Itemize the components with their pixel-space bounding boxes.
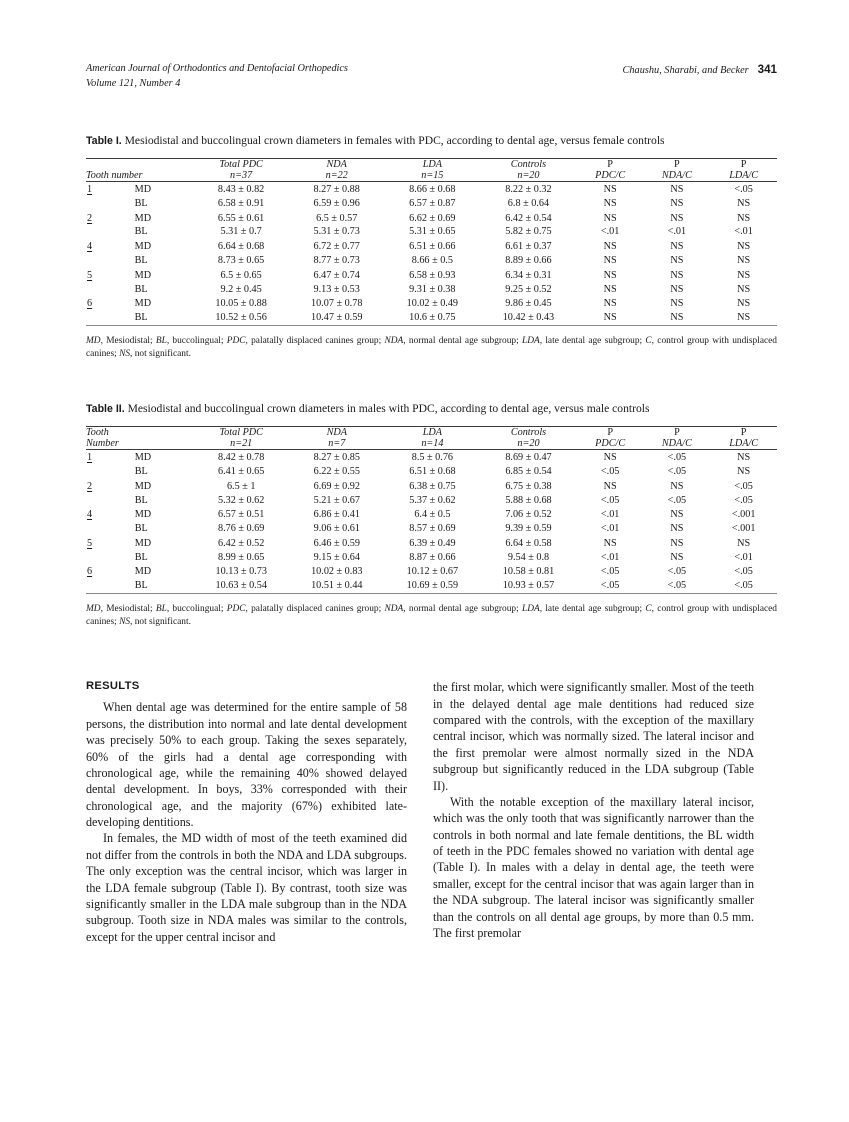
cell-total-pdc: 8.99 ± 0.65 bbox=[218, 551, 265, 563]
tooth-number-value: 2 bbox=[87, 480, 93, 492]
cell-controls: 6.75 ± 0.38 bbox=[505, 480, 552, 492]
table-2-th-p-pdc-c: P PDC/C bbox=[595, 426, 626, 449]
table-1-th-controls: Controls n=20 bbox=[510, 158, 547, 181]
cell-tooth-number bbox=[86, 478, 135, 493]
cell-total-pdc: 6.5 ± 1 bbox=[226, 480, 256, 492]
cell-tooth-number bbox=[86, 181, 135, 196]
cell-nda: 8.77 ± 0.73 bbox=[313, 255, 360, 267]
cell-p-pdc-c: NS bbox=[603, 537, 617, 549]
cell-p-pdc-c: NS bbox=[603, 255, 617, 267]
cell-p-nda-c: NS bbox=[670, 184, 684, 196]
running-head bbox=[86, 62, 777, 91]
cell-controls: 10.58 ± 0.81 bbox=[502, 566, 555, 578]
cell-p-lda-c: NS bbox=[737, 312, 751, 324]
cell-nda: 10.07 ± 0.78 bbox=[310, 298, 363, 310]
results-paragraph: When dental age was determined for the entire sample of 58 persons, the distribution into normal and late dental development was precisely 50% to each group. Taking the sexes separately, 60% of the girls had a dental age corresponding with chronological age, while the remaining 40% showed delayed dental development. In boys, 33% corresponded with their chronological age, and the majority (67%) exhibited late-developing dentitions. bbox=[86, 700, 407, 830]
cell-dimension: MD bbox=[134, 212, 152, 224]
cell-tooth-number bbox=[86, 507, 135, 522]
table-2-th-tooth-l2: Number bbox=[86, 437, 119, 449]
cell-p-lda-c: NS bbox=[737, 269, 751, 281]
body-columns bbox=[86, 679, 777, 945]
cell-p-nda-c: <.05 bbox=[667, 580, 687, 592]
cell-p-lda-c: NS bbox=[737, 212, 751, 224]
running-head-right bbox=[623, 62, 777, 79]
cell-lda: 5.31 ± 0.65 bbox=[409, 226, 456, 238]
journal-title: American Journal of Orthodontics and Dentofacial Orthopedics bbox=[86, 63, 348, 74]
cell-p-pdc-c: NS bbox=[603, 298, 617, 310]
tooth-number-value: 2 bbox=[87, 212, 93, 224]
cell-total-pdc: 10.52 ± 0.56 bbox=[215, 312, 267, 324]
table-1-th-tooth-l1: Tooth number bbox=[86, 169, 143, 181]
cell-p-nda-c: NS bbox=[670, 283, 684, 295]
table-1 bbox=[86, 158, 777, 328]
cell-controls: 9.25 ± 0.52 bbox=[505, 283, 552, 295]
cell-controls: 6.61 ± 0.37 bbox=[505, 241, 552, 253]
cell-p-nda-c: NS bbox=[670, 255, 684, 267]
cell-total-pdc: 8.43 ± 0.82 bbox=[217, 184, 265, 196]
cell-p-pdc-c: NS bbox=[603, 184, 617, 196]
table-2-caption bbox=[86, 401, 777, 417]
table-1-th-nda: NDA n=22 bbox=[325, 158, 348, 181]
cell-nda: 8.27 ± 0.85 bbox=[313, 452, 360, 464]
table-row bbox=[86, 210, 777, 225]
cell-controls: 9.86 ± 0.45 bbox=[505, 298, 552, 310]
table-row bbox=[86, 478, 777, 493]
cell-p-nda-c: <.01 bbox=[667, 226, 687, 238]
cell-lda: 9.31 ± 0.38 bbox=[409, 283, 456, 295]
cell-total-pdc: 6.58 ± 0.91 bbox=[217, 197, 265, 209]
table-2-th-lda: LDA n=14 bbox=[421, 426, 444, 449]
table-2-th-p-lda-c: P LDA/C bbox=[729, 426, 759, 449]
cell-lda: 6.57 ± 0.87 bbox=[409, 197, 456, 209]
cell-controls: 8.22 ± 0.32 bbox=[505, 184, 552, 196]
cell-p-lda-c: <.05 bbox=[734, 494, 753, 506]
cell-p-pdc-c: NS bbox=[603, 452, 617, 464]
cell-dimension: BL bbox=[134, 551, 148, 563]
cell-p-lda-c: <.05 bbox=[734, 580, 753, 592]
table-1-block bbox=[86, 133, 777, 361]
cell-dimension: MD bbox=[134, 241, 152, 253]
results-heading: RESULTS bbox=[86, 680, 140, 693]
results-paragraph: the first molar, which were significantly smaller. Most of the teeth in the delayed dental age male dentitions had reduced size compared with the controls, with the exception of the maxillary central incisor, which was normally sized. The lateral incisor and the first premolar were almost normally sized in the NDA subgroup but significantly reduced in the LDA subgroup (Table II). bbox=[433, 680, 754, 793]
table-row bbox=[86, 465, 777, 479]
cell-p-lda-c: <.01 bbox=[734, 551, 753, 563]
table-2-th-nda: NDA n=7 bbox=[326, 426, 347, 449]
table-2-caption-text: Mesiodistal and buccolingual crown diameters in males with PDC, according to dental age, versus male controls bbox=[127, 402, 650, 416]
cell-nda: 10.51 ± 0.44 bbox=[311, 580, 363, 592]
cell-tooth-number bbox=[86, 225, 135, 239]
cell-nda: 5.31 ± 0.73 bbox=[313, 226, 360, 238]
cell-total-pdc: 8.42 ± 0.78 bbox=[218, 452, 265, 464]
cell-p-nda-c: <.05 bbox=[667, 494, 687, 506]
cell-tooth-number bbox=[86, 550, 135, 564]
cell-tooth-number bbox=[86, 465, 135, 479]
table-1-foot bbox=[86, 325, 777, 328]
cell-controls: 10.42 ± 0.43 bbox=[502, 312, 555, 324]
results-paragraph: In females, the MD width of most of the teeth examined did not differ from the controls in both the NDA and LDA subgroups. The only exception was the central incisor, which was larger in the LDA female subgroup (Table I). By contrast, tooth size was significantly smaller in the LDA male subgroup than in the NDA subgroup. Tooth size in NDA males was similar to the controls, except for the upper central incisor and bbox=[86, 831, 407, 944]
cell-lda: 6.51 ± 0.66 bbox=[409, 241, 456, 253]
cell-tooth-number bbox=[86, 535, 135, 550]
cell-p-lda-c: NS bbox=[737, 255, 751, 267]
table-2 bbox=[86, 426, 777, 596]
cell-dimension: BL bbox=[134, 465, 148, 477]
cell-p-pdc-c: NS bbox=[603, 241, 617, 253]
cell-tooth-number bbox=[86, 493, 135, 507]
cell-p-nda-c: <.05 bbox=[667, 566, 687, 578]
author-names: Chaushu, Sharabi, and Becker bbox=[622, 65, 749, 76]
cell-p-nda-c: NS bbox=[670, 509, 684, 521]
table-1-end-rule-row bbox=[86, 325, 777, 328]
cell-p-lda-c: NS bbox=[737, 537, 751, 549]
cell-p-lda-c: <.05 bbox=[734, 480, 753, 492]
tooth-number-value: 5 bbox=[87, 537, 93, 549]
cell-p-pdc-c: <.01 bbox=[600, 523, 620, 535]
cell-total-pdc: 5.31 ± 0.7 bbox=[220, 226, 262, 238]
table-2-th-controls: Controls n=20 bbox=[510, 426, 547, 449]
cell-p-lda-c: <.001 bbox=[731, 509, 756, 521]
table-2-label: Table II. bbox=[86, 403, 125, 416]
table-row bbox=[86, 267, 777, 282]
cell-p-lda-c: NS bbox=[737, 283, 751, 295]
cell-nda: 9.13 ± 0.53 bbox=[313, 283, 360, 295]
cell-total-pdc: 6.57 ± 0.51 bbox=[218, 509, 265, 521]
cell-controls: 7.06 ± 0.52 bbox=[505, 509, 552, 521]
cell-nda: 10.02 ± 0.83 bbox=[311, 566, 363, 578]
cell-p-pdc-c: NS bbox=[603, 480, 617, 492]
cell-dimension: MD bbox=[134, 269, 152, 281]
cell-lda: 6.38 ± 0.75 bbox=[409, 480, 456, 492]
table-row bbox=[86, 254, 777, 268]
cell-nda: 6.22 ± 0.55 bbox=[313, 465, 360, 477]
cell-tooth-number bbox=[86, 449, 135, 464]
cell-p-lda-c: <.05 bbox=[734, 566, 753, 578]
table-row bbox=[86, 296, 777, 311]
cell-controls: 6.8 ± 0.64 bbox=[507, 197, 550, 209]
cell-lda: 6.39 ± 0.49 bbox=[409, 537, 456, 549]
table-row bbox=[86, 239, 777, 254]
cell-total-pdc: 10.63 ± 0.54 bbox=[215, 580, 267, 592]
table-row bbox=[86, 535, 777, 550]
cell-nda: 5.21 ± 0.67 bbox=[313, 494, 360, 506]
cell-controls: 6.64 ± 0.58 bbox=[505, 537, 552, 549]
left-column bbox=[86, 679, 407, 945]
cell-controls: 6.42 ± 0.54 bbox=[505, 212, 552, 224]
cell-tooth-number bbox=[86, 239, 135, 254]
cell-dimension: MD bbox=[134, 298, 152, 310]
cell-p-pdc-c: <.05 bbox=[600, 566, 620, 578]
table-row bbox=[86, 311, 777, 325]
table-1-th-tooth bbox=[86, 158, 193, 181]
cell-p-pdc-c: NS bbox=[603, 283, 617, 295]
cell-lda: 8.66 ± 0.5 bbox=[411, 255, 453, 267]
cell-controls: 5.88 ± 0.68 bbox=[505, 494, 552, 506]
cell-total-pdc: 9.2 ± 0.45 bbox=[220, 283, 262, 295]
cell-p-lda-c: NS bbox=[737, 241, 751, 253]
cell-p-pdc-c: <.05 bbox=[600, 494, 620, 506]
cell-tooth-number bbox=[86, 522, 135, 536]
cell-p-nda-c: NS bbox=[670, 523, 684, 535]
cell-tooth-number bbox=[86, 579, 135, 593]
cell-lda: 8.87 ± 0.66 bbox=[409, 551, 456, 563]
cell-nda: 6.72 ± 0.77 bbox=[313, 241, 360, 253]
cell-dimension: BL bbox=[134, 197, 148, 209]
table-row bbox=[86, 507, 777, 522]
table-1-th-p-nda-c: P NDA/C bbox=[661, 158, 692, 181]
cell-tooth-number bbox=[86, 564, 135, 579]
cell-p-lda-c: NS bbox=[737, 452, 751, 464]
cell-lda: 10.12 ± 0.67 bbox=[406, 566, 459, 578]
cell-nda: 10.47 ± 0.59 bbox=[310, 312, 363, 324]
cell-p-lda-c: <.01 bbox=[734, 226, 753, 238]
cell-controls: 9.54 ± 0.8 bbox=[507, 551, 550, 563]
cell-tooth-number bbox=[86, 296, 135, 311]
cell-tooth-number bbox=[86, 254, 135, 268]
cell-tooth-number bbox=[86, 210, 135, 225]
table-1-end-rule bbox=[86, 325, 777, 328]
tooth-number-value: 4 bbox=[87, 241, 93, 253]
cell-nda: 6.69 ± 0.92 bbox=[313, 480, 360, 492]
cell-controls: 10.93 ± 0.57 bbox=[502, 580, 555, 592]
table-row bbox=[86, 522, 777, 536]
cell-total-pdc: 5.32 ± 0.62 bbox=[218, 494, 265, 506]
cell-p-pdc-c: <.01 bbox=[600, 226, 620, 238]
cell-p-nda-c: NS bbox=[670, 551, 684, 563]
cell-tooth-number bbox=[86, 311, 135, 325]
table-2-th-total-pdc: Total PDC n=21 bbox=[219, 426, 263, 449]
cell-dimension: BL bbox=[134, 494, 148, 506]
running-head-left bbox=[86, 62, 348, 91]
cell-nda: 6.5 ± 0.57 bbox=[316, 212, 358, 224]
cell-lda: 5.37 ± 0.62 bbox=[409, 494, 456, 506]
page-number: 341 bbox=[757, 63, 777, 76]
table-2-th-tooth-l1: Tooth bbox=[86, 426, 109, 438]
cell-p-pdc-c: <.05 bbox=[600, 580, 620, 592]
cell-nda: 6.46 ± 0.59 bbox=[313, 537, 360, 549]
cell-controls: 8.89 ± 0.66 bbox=[505, 255, 552, 267]
cell-dimension: MD bbox=[134, 509, 152, 521]
table-row bbox=[86, 579, 777, 593]
cell-p-nda-c: NS bbox=[670, 480, 684, 492]
tooth-number-value: 6 bbox=[87, 566, 93, 578]
cell-total-pdc: 10.05 ± 0.88 bbox=[215, 298, 267, 310]
cell-nda: 6.47 ± 0.74 bbox=[313, 269, 360, 281]
cell-p-nda-c: NS bbox=[670, 537, 684, 549]
cell-p-nda-c: NS bbox=[670, 312, 684, 324]
table-row bbox=[86, 550, 777, 564]
cell-p-pdc-c: <.05 bbox=[600, 465, 620, 477]
cell-dimension: MD bbox=[134, 480, 152, 492]
cell-nda: 9.06 ± 0.61 bbox=[313, 523, 360, 535]
table-2-th-p-nda-c: P NDA/C bbox=[661, 426, 692, 449]
cell-controls: 9.39 ± 0.59 bbox=[505, 523, 552, 535]
cell-lda: 10.6 ± 0.75 bbox=[409, 312, 456, 324]
cell-lda: 8.5 ± 0.76 bbox=[411, 452, 454, 464]
cell-p-nda-c: NS bbox=[670, 212, 684, 224]
cell-p-lda-c: <.05 bbox=[734, 184, 753, 196]
table-row bbox=[86, 181, 777, 196]
cell-lda: 8.66 ± 0.68 bbox=[409, 184, 456, 196]
cell-p-pdc-c: NS bbox=[603, 312, 617, 324]
tooth-number-value: 5 bbox=[87, 269, 93, 281]
cell-nda: 9.15 ± 0.64 bbox=[313, 551, 360, 563]
table-row bbox=[86, 449, 777, 464]
cell-total-pdc: 6.42 ± 0.52 bbox=[218, 537, 265, 549]
cell-dimension: BL bbox=[134, 226, 148, 238]
tooth-number-value: 1 bbox=[87, 452, 93, 464]
table-2-body bbox=[86, 449, 777, 593]
table-1-th-lda: LDA n=15 bbox=[421, 158, 444, 181]
cell-nda: 8.27 ± 0.88 bbox=[313, 184, 360, 196]
table-1-th-total-pdc: Total PDC n=37 bbox=[219, 158, 263, 181]
cell-lda: 6.58 ± 0.93 bbox=[409, 269, 456, 281]
cell-p-nda-c: NS bbox=[670, 269, 684, 281]
cell-p-nda-c: NS bbox=[670, 241, 684, 253]
table-2-header-row bbox=[86, 426, 777, 449]
table-2-end-rule bbox=[86, 593, 777, 596]
tooth-number-value: 4 bbox=[87, 509, 93, 521]
cell-p-nda-c: <.05 bbox=[667, 452, 687, 464]
cell-tooth-number bbox=[86, 267, 135, 282]
cell-total-pdc: 8.73 ± 0.65 bbox=[217, 255, 265, 267]
cell-tooth-number bbox=[86, 282, 135, 296]
table-2-end-rule-row bbox=[86, 593, 777, 596]
cell-controls: 6.34 ± 0.31 bbox=[505, 269, 552, 281]
cell-nda: 6.86 ± 0.41 bbox=[313, 509, 360, 521]
cell-controls: 8.69 ± 0.47 bbox=[505, 452, 552, 464]
cell-dimension: MD bbox=[134, 184, 152, 196]
cell-total-pdc: 6.41 ± 0.65 bbox=[218, 465, 265, 477]
table-1-th-p-lda-c: P LDA/C bbox=[729, 158, 759, 181]
cell-dimension: BL bbox=[134, 283, 148, 295]
right-column bbox=[433, 679, 754, 945]
cell-dimension: MD bbox=[134, 566, 152, 578]
volume-issue: Volume 121, Number 4 bbox=[86, 77, 181, 89]
table-row bbox=[86, 225, 777, 239]
tooth-number-value: 6 bbox=[87, 298, 93, 310]
table-1-caption-text: Mesiodistal and buccolingual crown diameters in females with PDC, according to dental age, versus female controls bbox=[124, 134, 665, 148]
cell-p-nda-c: NS bbox=[670, 298, 684, 310]
cell-total-pdc: 6.5 ± 0.65 bbox=[220, 269, 262, 281]
cell-lda: 10.69 ± 0.59 bbox=[406, 580, 459, 592]
cell-lda: 10.02 ± 0.49 bbox=[406, 298, 459, 310]
cell-p-nda-c: <.05 bbox=[667, 465, 687, 477]
table-row bbox=[86, 493, 777, 507]
cell-p-pdc-c: NS bbox=[603, 197, 617, 209]
cell-total-pdc: 8.76 ± 0.69 bbox=[218, 523, 265, 535]
results-paragraph: With the notable exception of the maxillary lateral incisor, which was the only tooth that was significantly narrower than the controls in both normal and late female dentitions, the BL width of teeth in the PDC females showed no variation with dental age (Table I). In males with a delay in dental age, the teeth were smaller, except for the central incisor that was again larger than in the NDA subgroup. The lateral incisor was significantly smaller than the controls on all dental age groups, by more than 0.5 mm. The first premolar bbox=[433, 794, 754, 940]
table-2-th-tooth bbox=[86, 426, 193, 449]
cell-total-pdc: 10.13 ± 0.73 bbox=[215, 566, 267, 578]
cell-p-lda-c: <.001 bbox=[731, 523, 756, 535]
table-2-block bbox=[86, 401, 777, 629]
cell-p-nda-c: NS bbox=[670, 197, 684, 209]
cell-p-pdc-c: <.01 bbox=[600, 551, 620, 563]
table-1-footnote: MD, Mesiodistal; BL, buccolingual; PDC, palatally displaced canines group; NDA, normal dental age subgroup; LDA, late dental age subgroup; C, control group with undisplaced canines; NS, not significant. bbox=[86, 335, 777, 359]
table-1-caption bbox=[86, 133, 777, 149]
table-1-th-p-pdc-c: P PDC/C bbox=[595, 158, 626, 181]
cell-p-lda-c: NS bbox=[737, 465, 751, 477]
cell-dimension: BL bbox=[134, 255, 148, 267]
cell-p-lda-c: NS bbox=[737, 197, 751, 209]
cell-lda: 6.62 ± 0.69 bbox=[409, 212, 456, 224]
cell-dimension: MD bbox=[134, 452, 152, 464]
cell-p-pdc-c: <.01 bbox=[600, 509, 620, 521]
table-1-head bbox=[86, 158, 777, 181]
table-1-header-row bbox=[86, 158, 777, 181]
cell-controls: 6.85 ± 0.54 bbox=[505, 465, 552, 477]
tooth-number-value: 1 bbox=[87, 184, 93, 196]
cell-nda: 6.59 ± 0.96 bbox=[313, 197, 360, 209]
cell-p-lda-c: NS bbox=[737, 298, 751, 310]
table-row bbox=[86, 197, 777, 211]
table-2-head bbox=[86, 426, 777, 449]
cell-dimension: BL bbox=[134, 523, 148, 535]
table-row bbox=[86, 564, 777, 579]
cell-lda: 6.51 ± 0.68 bbox=[409, 465, 456, 477]
cell-total-pdc: 6.55 ± 0.61 bbox=[217, 212, 265, 224]
table-1-label: Table I. bbox=[86, 135, 122, 148]
table-2-footnote: MD, Mesiodistal; BL, buccolingual; PDC, palatally displaced canines group; NDA, normal dental age subgroup; LDA, late dental age subgroup; C, control group with undisplaced canines; NS, not significant. bbox=[86, 603, 777, 627]
cell-dimension: BL bbox=[134, 580, 148, 592]
cell-total-pdc: 6.64 ± 0.68 bbox=[217, 241, 265, 253]
cell-tooth-number bbox=[86, 197, 135, 211]
cell-p-pdc-c: NS bbox=[603, 269, 617, 281]
table-2-foot bbox=[86, 593, 777, 596]
cell-lda: 8.57 ± 0.69 bbox=[409, 523, 456, 535]
cell-dimension: MD bbox=[134, 537, 152, 549]
cell-controls: 5.82 ± 0.75 bbox=[505, 226, 552, 238]
cell-lda: 6.4 ± 0.5 bbox=[414, 509, 451, 521]
table-1-body bbox=[86, 181, 777, 325]
table-row bbox=[86, 282, 777, 296]
cell-p-pdc-c: NS bbox=[603, 212, 617, 224]
cell-dimension: BL bbox=[134, 312, 148, 324]
